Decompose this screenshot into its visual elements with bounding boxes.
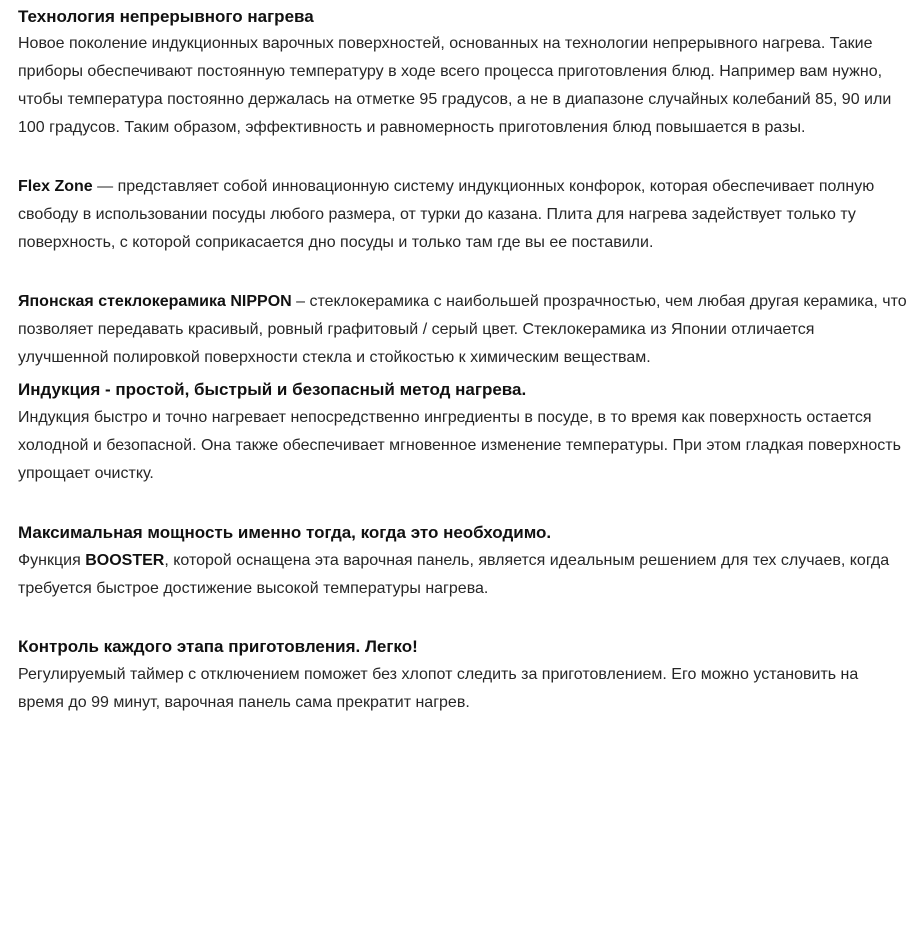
section-heading: Максимальная мощность именно тогда, когда это необходимо. [18, 523, 552, 542]
section-lead-text: — представляет собой инновационную систему индукционных конфорок, которая обеспечивает полную свободу в использовании посуды любого размера, от турки до казана. Плита для нагрева задействует только ту поверхность, с которой соприкасается дно посуды и только там где вы ее поставили. [18, 178, 875, 251]
section-flex-zone [18, 173, 908, 257]
section-heading: Технология непрерывного нагрева [18, 7, 314, 26]
section-text [18, 288, 908, 372]
section-text [18, 547, 908, 603]
section-booster [18, 522, 908, 603]
section-lead-text: – стеклокерамика с наибольшей прозрачностью, чем любая другая керамика, что позволяет передавать красивый, ровный графитовый / серый цвет. Стеклокерамика из Японии отличается улучшенной полировкой поверхности стекла и стойкостью к химическим веществам. [18, 293, 907, 366]
section-heading: Индукция - простой, быстрый и безопасный метод нагрева. [18, 380, 527, 399]
section-text: Индукция быстро и точно нагревает непосредственно ингредиенты в посуде, в то время как поверхность остается холодной и безопасной. Она также обеспечивает мгновенное изменение температуры. При этом гладкая поверхность упрощает очистку. [18, 409, 901, 482]
section-text: Регулируемый таймер с отключением поможет без хлопот следить за приготовлением. Его можно установить на время до 99 минут, варочная панель сама прекратит нагрев. [18, 666, 859, 711]
section-nippon-glass [18, 288, 908, 372]
section-text-after: , которой оснащена эта варочная панель, является идеальным решением для тех случаев, когда требуется быстрое достижение высокой температуры нагрева. [18, 552, 890, 597]
section-heading: Контроль каждого этапа приготовления. Легко! [18, 637, 418, 656]
section-timer [18, 636, 908, 717]
section-text-before: Функция [18, 552, 86, 569]
section-text: Новое поколение индукционных варочных поверхностей, основанных на технологии непрерывного нагрева. Такие приборы обеспечивают постоянную температуру в ходе всего процесса приготовления блюд. Например вам нужно, чтобы температура постоянно держалась на отметке 95 градусов, а не в диапазоне случайных колебаний 85, 90 или 100 градусов. Таким образом, эффективность и равномерность приготовления блюд повышается в разы. [18, 35, 892, 136]
section-continuous-heating [18, 6, 908, 142]
section-induction [18, 379, 908, 488]
booster-emphasis: BOOSTER [85, 552, 165, 569]
section-lead: Flex Zone [18, 178, 93, 195]
section-lead: Японская стеклокерамика NIPPON [18, 293, 292, 310]
section-text [18, 173, 908, 257]
